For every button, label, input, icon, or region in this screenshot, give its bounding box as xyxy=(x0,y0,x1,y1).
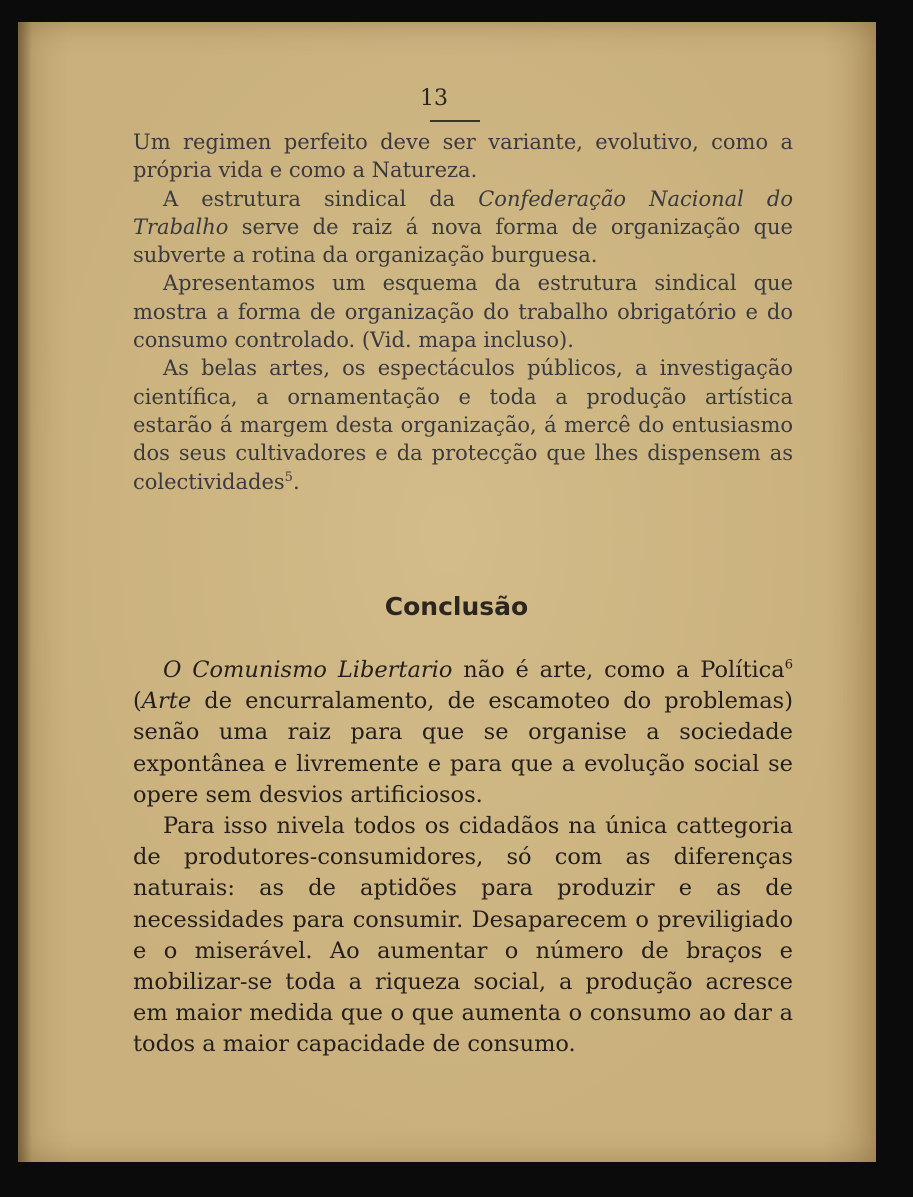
text-run: não é arte, como a Política xyxy=(452,657,785,683)
text-run: serve de raiz á nova forma de organização que subverte a rotina da organização burguesa. xyxy=(133,214,793,268)
section-heading: Conclusão xyxy=(384,592,529,621)
paragraph-belas-artes xyxy=(133,354,793,495)
text-run: . xyxy=(292,469,300,494)
paragraph-nivela: Para isso nivela todos os cidadãos na única cattegoria de produtores-consumidores, só com as diferenças naturais: as de aptidões para produzir e as de necessidades para consumir. Desaparecem o previligiado e o miserável. Ao aumentar o número de braços e mobilizar-se toda a riqueza social, a produção acresce em maior medida que o que aumenta o consumo ao dar a todos a maior capacidade de consumo. xyxy=(133,813,793,1058)
footnote-marker: 5 xyxy=(284,469,293,485)
upper-text-block xyxy=(133,128,793,496)
italic-run: O Comunismo Libertario xyxy=(163,657,453,683)
footnote-marker: 6 xyxy=(784,657,793,673)
paragraph-estrutura xyxy=(133,185,793,270)
italic-run: Confederação Nacional do Trabalho xyxy=(133,186,793,239)
paragraph-esquema: Apresentamos um esquema da estrutura sindical que mostra a forma de organização do trabalho obrigatório e do consumo controlado. (Vid. mapa incluso). xyxy=(133,271,793,353)
italic-run: Arte xyxy=(141,688,192,715)
conclusion-text-block xyxy=(133,655,793,1061)
page-number: 13 xyxy=(420,86,448,111)
text-run: de encurralamento, de escamoteo do problemas) senão uma raiz para que se organise a sociedade expontânea e livremente e para que a evolução social se opere sem desvios artificiosos. xyxy=(133,688,793,808)
text-run: ( xyxy=(133,688,142,715)
paragraph-regimen: Um regimen perfeito deve ser variante, evolutivo, como a própria vida e como a Natureza. xyxy=(133,130,793,183)
text-run: A estrutura sindical da xyxy=(163,186,479,211)
paragraph-comunismo xyxy=(133,655,793,811)
page-number-rule xyxy=(430,120,480,122)
text-run: As belas artes, os espectáculos públicos, a investigação científica, a ornamentação e toda a produção artística estarão á margem desta organização, á mercê do entusiasmo dos seus cultivadores e da protecção que lhes dispensem as colectividades xyxy=(133,356,793,494)
